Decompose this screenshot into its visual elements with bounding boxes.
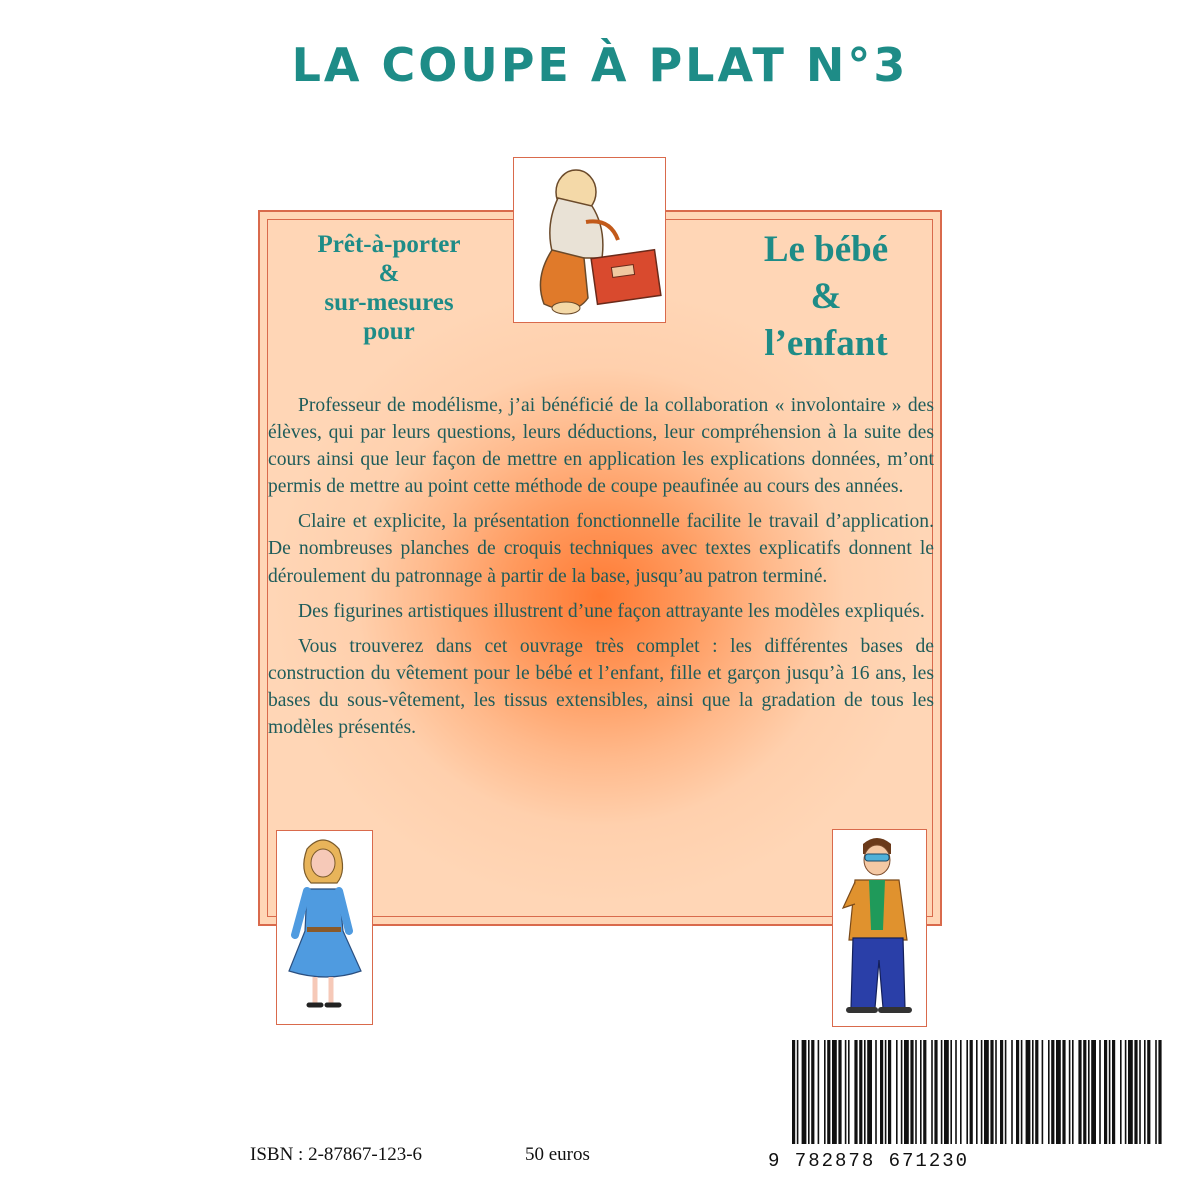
series-title: LA COUPE À PLAT N°3 <box>291 38 909 92</box>
barcode-bar <box>1035 1040 1038 1144</box>
subtitle-left-line: & <box>378 260 400 287</box>
barcode-bar <box>802 1040 807 1144</box>
barcode-bar <box>901 1040 903 1144</box>
barcode-bar <box>1091 1040 1096 1144</box>
isbn-label: ISBN : 2-87867-123-6 <box>250 1144 423 1165</box>
barcode-bar <box>934 1040 937 1144</box>
barcode-bar <box>864 1040 866 1144</box>
barcode-bar <box>970 1040 973 1144</box>
barcode-bar <box>1120 1040 1122 1144</box>
barcode-bar <box>1099 1040 1101 1144</box>
barcode-bar <box>867 1040 872 1144</box>
barcode-bar <box>1069 1040 1071 1144</box>
barcode-bar <box>944 1040 949 1144</box>
barcode-bar <box>1112 1040 1115 1144</box>
barcode-bar <box>859 1040 862 1144</box>
barcode-bar <box>848 1040 850 1144</box>
baby-illustration <box>513 157 666 323</box>
barcode-bar <box>1125 1040 1127 1144</box>
boy-drawing <box>833 830 925 1025</box>
barcode-bar <box>808 1040 810 1144</box>
barcode-bar <box>1042 1040 1044 1144</box>
barcode-bar <box>966 1040 968 1144</box>
barcode-bar <box>1016 1040 1019 1144</box>
description-paragraph: Professeur de modélisme, j’ai bénéficié de la collaboration « involontaire » des élèves, qui par leurs questions, leurs déductions, leur compréhension à la suite des cours ainsi que leur façon de mettre en application les explications données, m’ont permis de mettre au point cette méthode de coupe peaufinée au cours des années. <box>268 395 934 498</box>
barcode-bar <box>896 1040 898 1144</box>
barcode-bar <box>832 1040 837 1144</box>
barcode-bar <box>888 1040 891 1144</box>
barcode-bar <box>797 1040 799 1144</box>
barcode-bar <box>920 1040 922 1144</box>
barcode-bar <box>931 1040 933 1144</box>
barcode-bar <box>923 1040 926 1144</box>
barcode-bar <box>995 1040 997 1144</box>
barcode-bar <box>941 1040 943 1144</box>
barcode-digits: 9 782878 671230 <box>768 1150 970 1172</box>
barcode-bar <box>845 1040 847 1144</box>
barcode-bar <box>1032 1040 1034 1144</box>
barcode-bar <box>1005 1040 1007 1144</box>
barcode-bar <box>1088 1040 1090 1144</box>
baby-drawing <box>514 158 664 321</box>
barcode-bar <box>1128 1040 1133 1144</box>
barcode-bar <box>1056 1040 1061 1144</box>
barcode-bar <box>955 1040 957 1144</box>
barcode-bar <box>1072 1040 1074 1144</box>
barcode-bar <box>1026 1040 1031 1144</box>
subtitle-right <box>716 226 936 367</box>
description-text <box>268 392 934 749</box>
barcode-bar <box>885 1040 887 1144</box>
barcode-bar <box>910 1040 913 1144</box>
description-paragraph: Des figurines artistiques illustrent d’une façon attrayante les modèles expliqués. <box>298 600 925 622</box>
barcode-bar <box>984 1040 989 1144</box>
barcode-bar <box>1158 1040 1161 1144</box>
barcode-bar <box>1083 1040 1086 1144</box>
barcode-bar <box>824 1040 826 1144</box>
barcode-bar <box>880 1040 883 1144</box>
subtitle-left-line: pour <box>363 318 415 345</box>
barcode-bar <box>792 1040 795 1144</box>
barcode-bar <box>1139 1040 1141 1144</box>
girl-illustration <box>276 830 373 1025</box>
barcode-bar <box>1048 1040 1050 1144</box>
price-label: 50 euros <box>525 1144 590 1165</box>
barcode-bar <box>1144 1040 1146 1144</box>
barcode-bar <box>990 1040 993 1144</box>
subtitle-left-line: sur-mesures <box>324 289 454 316</box>
barcode <box>778 1040 1170 1164</box>
barcode-bar <box>981 1040 983 1144</box>
barcode-bar <box>1000 1040 1003 1144</box>
barcode-bar <box>1155 1040 1157 1144</box>
boy-illustration <box>832 829 927 1027</box>
subtitle-right-line: l’enfant <box>764 323 888 364</box>
subtitle-right-line: Le bébé <box>763 229 889 270</box>
subtitle-right-line: & <box>810 276 842 317</box>
barcode-bar <box>1011 1040 1013 1144</box>
barcode-bar <box>976 1040 978 1144</box>
barcode-bar <box>818 1040 820 1144</box>
barcode-bar <box>960 1040 962 1144</box>
barcode-bar <box>1062 1040 1065 1144</box>
description-paragraph: Claire et explicite, la présentation fonctionnelle facilite le travail d’application. De nombreuses planches de croquis techniques avec textes explicatifs donnent le déroulement du patronnage à partir de la base, jusqu’au patron terminé. <box>268 511 934 587</box>
barcode-bar <box>1078 1040 1081 1144</box>
description-paragraph: Vous trouverez dans cet ouvrage très complet : les différentes bases de construction du vêtement pour le bébé et l’enfant, fille et garçon jusqu’à 16 ans, les bases du sous-vêtement, les tissus extensibles, ainsi que la gradation de tous les modèles présentés. <box>268 635 934 739</box>
barcode-bar <box>811 1040 814 1144</box>
barcode-bar <box>1051 1040 1054 1144</box>
barcode-bar <box>854 1040 857 1144</box>
barcode-bar <box>950 1040 952 1144</box>
barcode-bar <box>1109 1040 1111 1144</box>
girl-drawing <box>277 831 371 1023</box>
barcode-bar <box>827 1040 830 1144</box>
barcode-bar <box>1147 1040 1150 1144</box>
barcode-bar <box>838 1040 841 1144</box>
barcode-bar <box>1134 1040 1137 1144</box>
barcode-bar <box>1104 1040 1107 1144</box>
subtitle-left-line: Prêt-à-porter <box>317 231 461 258</box>
subtitle-left <box>286 230 492 346</box>
barcode-bar <box>915 1040 917 1144</box>
barcode-bar <box>1021 1040 1023 1144</box>
barcode-bar <box>875 1040 877 1144</box>
barcode-bar <box>904 1040 909 1144</box>
